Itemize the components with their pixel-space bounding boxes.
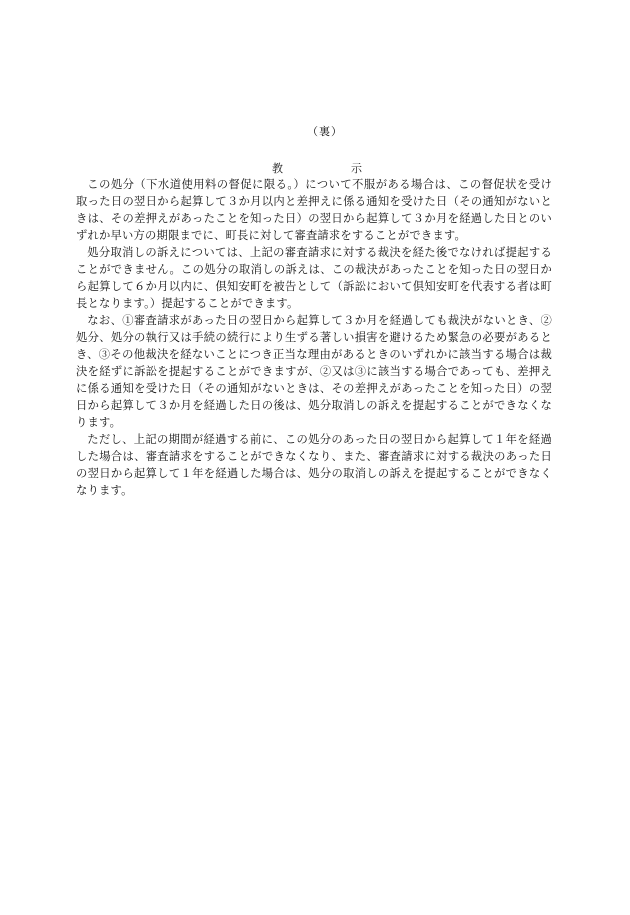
paragraph-appeal: この処分（下水道使用料の督促に限る。）について不服がある場合は、この督促状を受け取った日の翌日から起算して３か月以内と差押えに係る通知を受けた日（その通知がないときは、その差押えがあったことを知った日）の翌日から起算して３か月を経過した日とのいずれか早い方の期限までに、町長に対して審査請求をすることができます。 [76,178,552,242]
paragraph-time-limit: ただし、上記の期間が経過する前に、この処分のあった日の翌日から起算して１年を経過した場合は、審査請求をすることができなくなり、また、審査請求に対する裁決のあった日の翌日から起算して１年を経過した場合は、処分の取消しの訴えを提起することができなくなります。 [76,433,552,497]
heading-char-1: 教 [272,162,283,175]
paragraph-exceptions: なお、①審査請求があった日の翌日から起算して３か月を経過しても裁決がないとき、②処分、処分の執行又は手続の続行により生ずる著しい損害を避けるため緊急の必要があるとき、③その他裁決を経ないことにつき正当な理由があるときのいずれかに該当する場合は裁決を経ずに訴訟を提起することができますが、②又は③に該当する場合であっても、差押えに係る通知を受けた日（その通知がないときは、その差押えがあったことを知った日）の翌日から起算して３か月を経過した日の後は、処分取消しの訴えを提起することができなくなります。 [76,314,552,429]
instruction-body [76,176,552,499]
instruction-heading [272,160,362,176]
heading-char-2: 示 [351,162,362,175]
paragraph-lawsuit: 処分取消しの訴えについては、上記の審査請求に対する裁決を経た後でなければ提起することができません。この処分の取消しの訴えは、この裁決があったことを知った日の翌日から起算して６か月以内に、倶知安町を被告として（訴訟において倶知安町を代表する者は町長となります。）提起することができます。 [76,246,552,310]
page-side-label: （裏） [307,125,343,138]
